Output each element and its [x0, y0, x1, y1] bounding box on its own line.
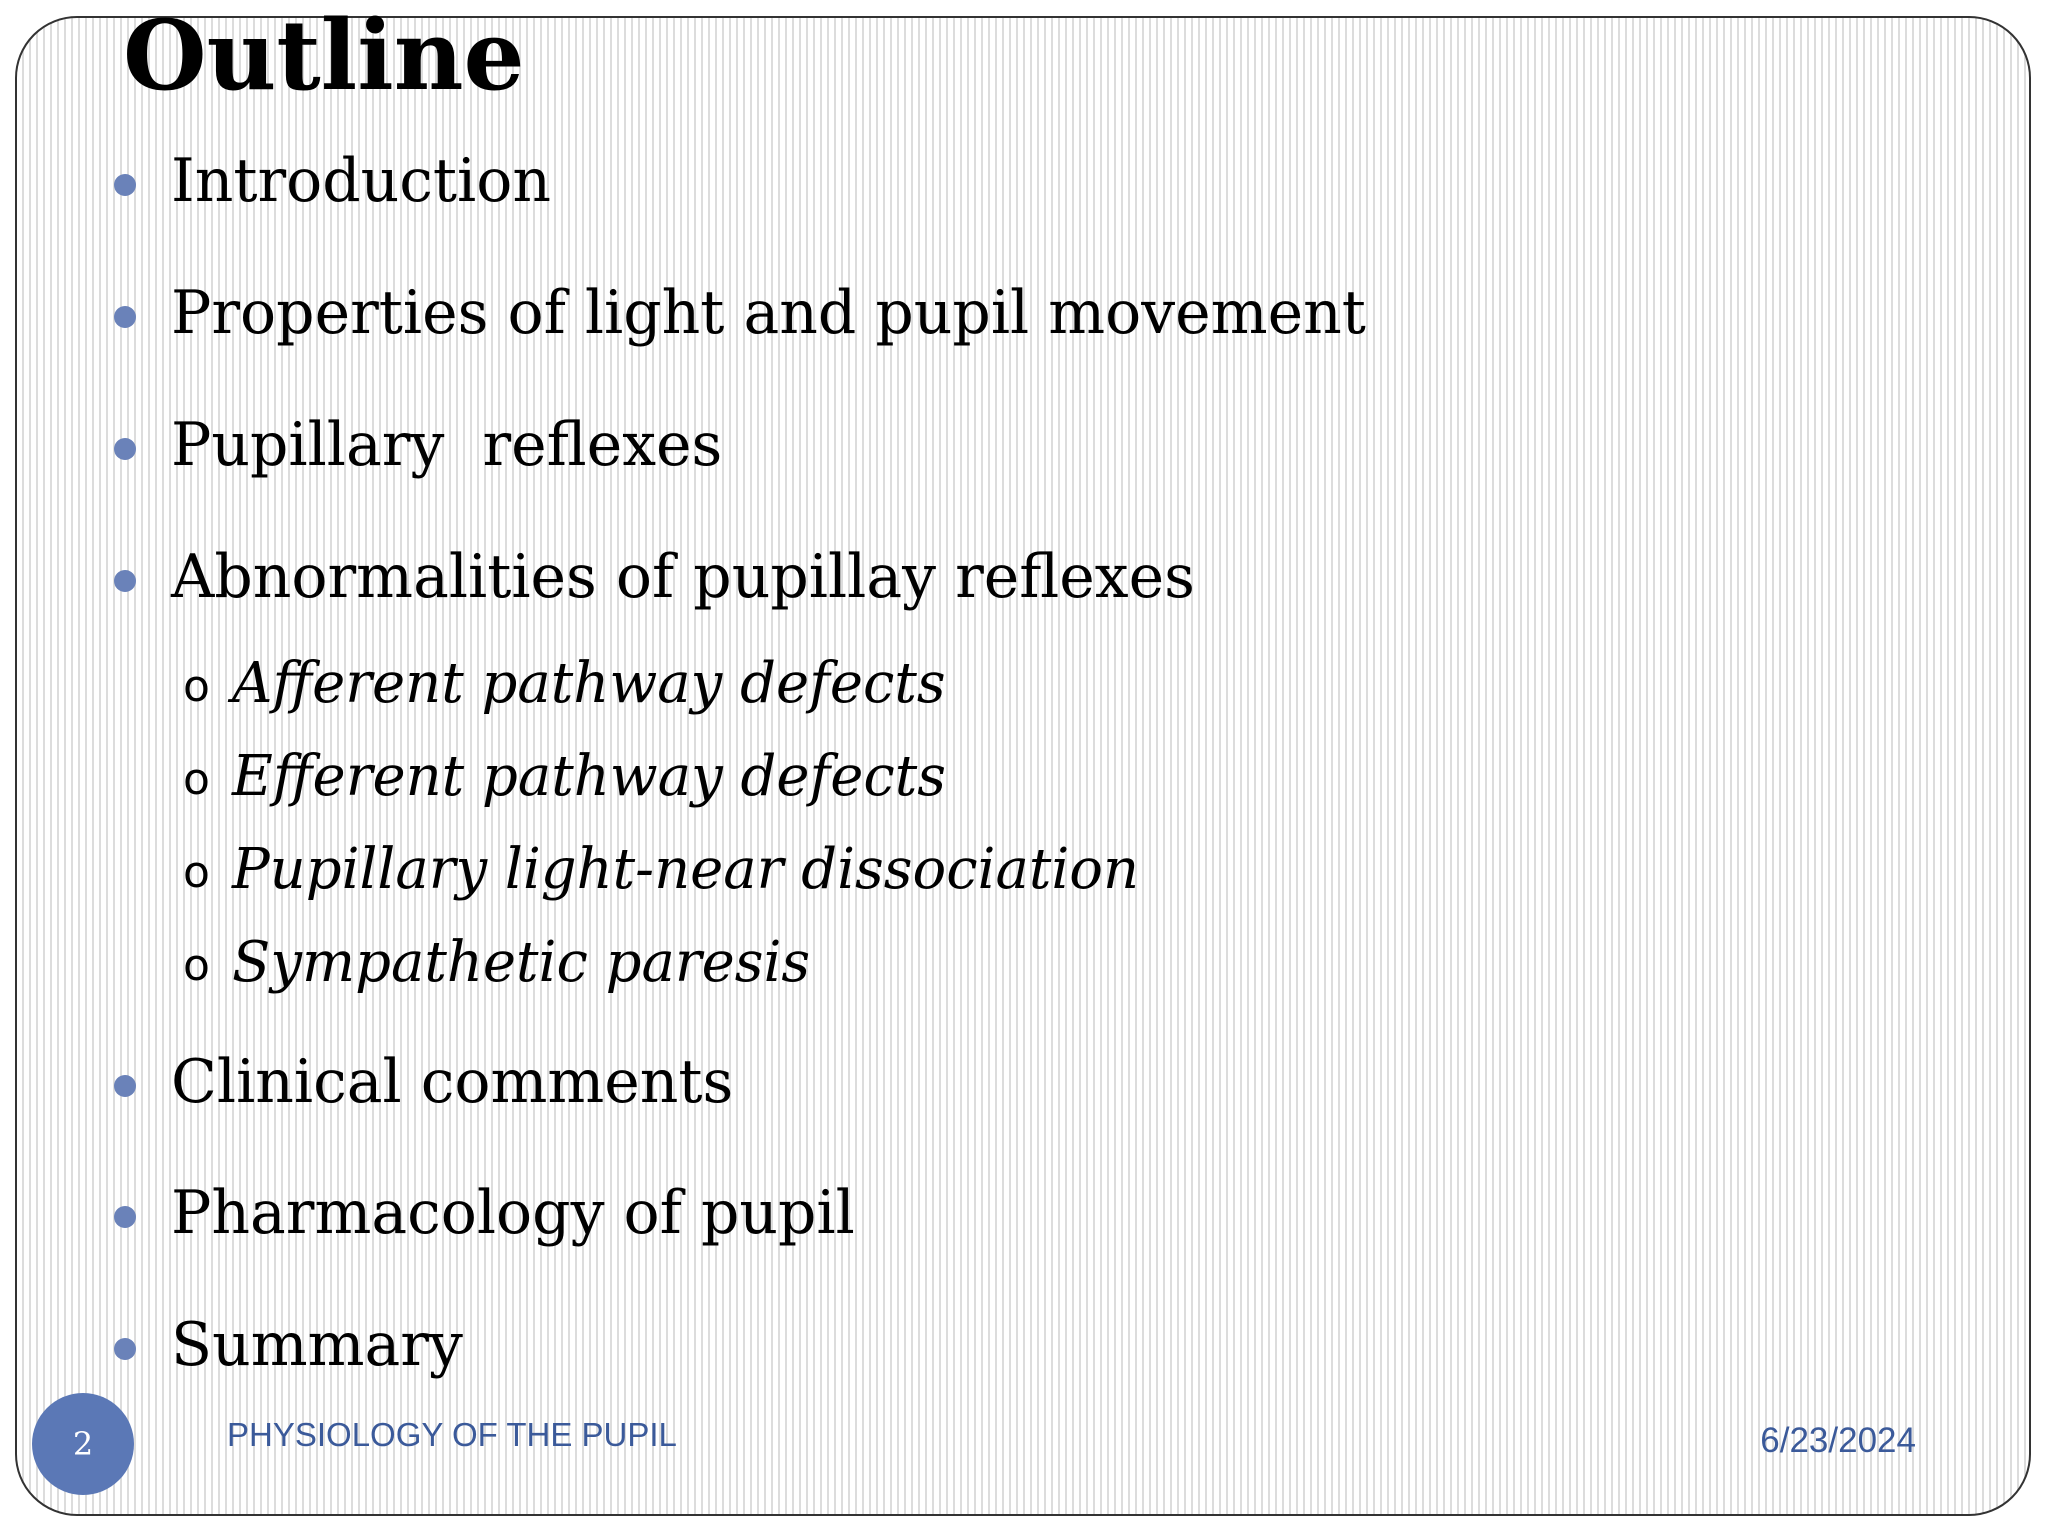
circle-bullet-icon: o [183, 661, 210, 712]
circle-bullet-icon: o [183, 940, 210, 991]
bullet-dot-icon [114, 1206, 136, 1228]
outline-item-abnormalities [0, 532, 1900, 622]
outline-item-label: Pupillary reflexes [171, 410, 723, 480]
outline-subitem-efferent [0, 732, 1900, 822]
bullet-dot-icon [114, 570, 136, 592]
outline-item-label: Summary [171, 1310, 463, 1380]
outline-item-introduction [0, 136, 1900, 226]
outline-item-label: Clinical comments [171, 1047, 734, 1117]
slide-number-badge: 2 [32, 1393, 134, 1495]
bullet-dot-icon [114, 1338, 136, 1360]
outline-subitem-label: Efferent pathway defects [232, 744, 946, 809]
outline-item-summary [0, 1300, 1900, 1390]
outline-subitem-label: Sympathetic paresis [232, 930, 811, 995]
circle-bullet-icon: o [183, 847, 210, 898]
bullet-dot-icon [114, 438, 136, 460]
outline-subitem-sympathetic [0, 918, 1900, 1008]
footer-date: 6/23/2024 [1760, 1421, 1916, 1460]
footer-title: PHYSIOLOGY OF THE PUPIL [227, 1416, 677, 1453]
outline-item-pharmacology [0, 1168, 1900, 1258]
outline-item-label: Abnormalities of pupillay reflexes [171, 542, 1195, 612]
bullet-dot-icon [114, 1075, 136, 1097]
outline-item-label: Pharmacology of pupil [171, 1178, 855, 1248]
outline-subitem-afferent [0, 639, 1900, 729]
circle-bullet-icon: o [183, 754, 210, 805]
bullet-dot-icon [114, 306, 136, 328]
outline-subitem-label: Pupillary light-near dissociation [232, 837, 1140, 902]
outline-subitem-light-near [0, 825, 1900, 915]
outline-subitem-label: Afferent pathway defects [232, 651, 946, 716]
outline-item-clinical-comments [0, 1037, 1900, 1127]
outline-item-pupillary-reflexes [0, 400, 1900, 490]
slide-title: Outline [123, 0, 525, 112]
bullet-dot-icon [114, 174, 136, 196]
outline-item-label: Properties of light and pupil movement [171, 278, 1366, 348]
outline-item-properties-of-light [0, 268, 1900, 358]
outline-item-label: Introduction [171, 146, 551, 216]
